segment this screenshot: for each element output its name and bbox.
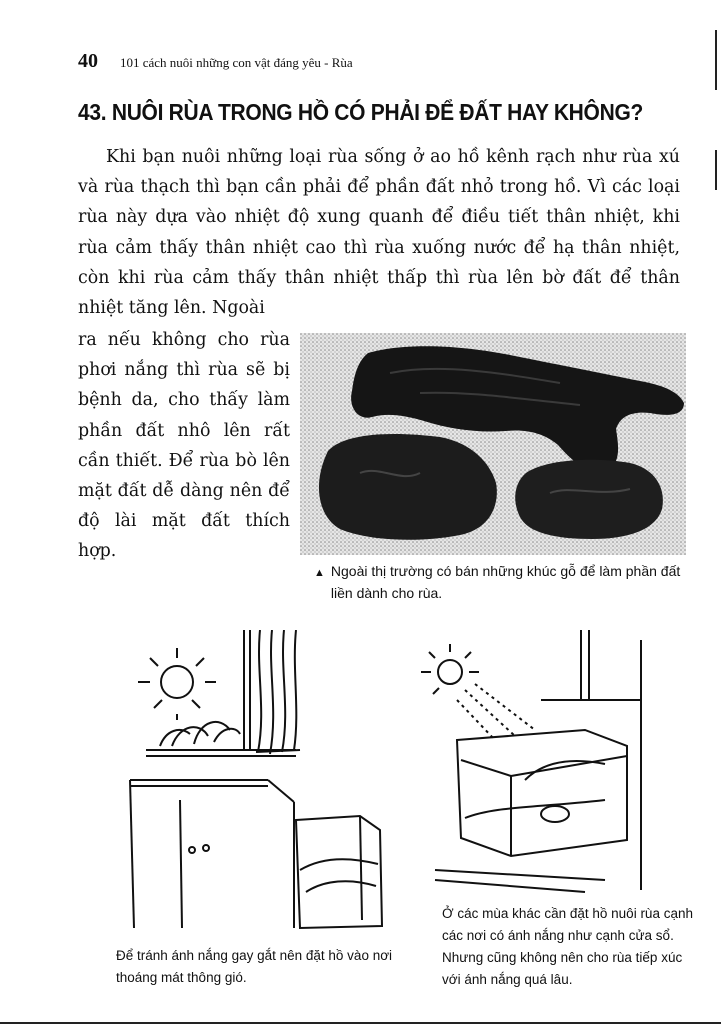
table-edge — [435, 870, 605, 892]
rock-right — [515, 460, 663, 539]
plant-leaves — [160, 722, 240, 746]
main-paragraph-text: Khi bạn nuôi những loại rùa sống ở ao hồ kênh rạch như rùa xú và rùa thạch thì bạn cần phải để phần đất nhỏ trong hồ. Vì các loại rùa này dựa vào nhiệt độ xung quanh để điều tiết thân nhiệt, khi rùa cảm thấy thân nhiệt cao thì rùa xuống nước để hạ thân nhiệt, còn khi rùa cảm thấy thân nhiệt thấp thì rùa lên bờ đất để thân nhiệt tăng lên. Ngoài — [78, 147, 680, 319]
main-paragraph — [78, 142, 680, 323]
sunbeams — [457, 684, 535, 740]
photo-caption — [314, 560, 694, 604]
sun-icon — [421, 644, 479, 694]
shade-tank-illustration — [110, 630, 400, 930]
photo-caption-text: Ngoài thị trường có bán những khúc gỗ để làm phần đất liền dành cho rùa. — [330, 563, 681, 601]
page-header — [78, 50, 678, 76]
running-title: 101 cách nuôi những con vật đáng yêu - Rùa — [120, 55, 353, 70]
left-figure-caption: Để tránh ánh nắng gay gắt nên đặt hồ vào nơi thoáng mát thông gió. — [116, 948, 393, 985]
right-figure-caption: Ở các mùa khác cần đặt hồ nuôi rùa cạnh các nơi có ánh nắng như cạnh cửa sổ. Nhưng cũng không nên cho rùa tiếp xúc với ánh nắng quá lâu. — [442, 906, 693, 987]
turtle-tank — [457, 730, 627, 856]
caption-marker: ▲ — [314, 567, 325, 579]
scan-edge-mark-mid — [715, 150, 717, 190]
side-paragraph: ra nếu không cho rùa phơi nắng thì rùa sẽ bị bệnh da, cho thấy làm phần đất nhô lên rất cần thiết. Để rùa bò lên mặt đất dễ dàng nên để độ lài mặt đất thích hợp. — [78, 330, 290, 562]
rock-left — [319, 434, 497, 540]
page-number: 40 — [78, 50, 98, 72]
turtle-tank — [296, 816, 382, 928]
cabinet — [130, 780, 294, 928]
scan-bottom-edge — [0, 1022, 721, 1024]
turtle-land-photo — [300, 333, 686, 555]
curtain — [256, 630, 300, 754]
scan-edge-mark-top — [715, 30, 717, 90]
sun-icon — [138, 648, 216, 720]
sunny-tank-illustration — [405, 630, 645, 900]
section-title: 43. NUÔI RÙA TRONG HỒ CÓ PHẢI ĐỂ ĐẤT HAY KHÔNG? — [78, 100, 644, 126]
